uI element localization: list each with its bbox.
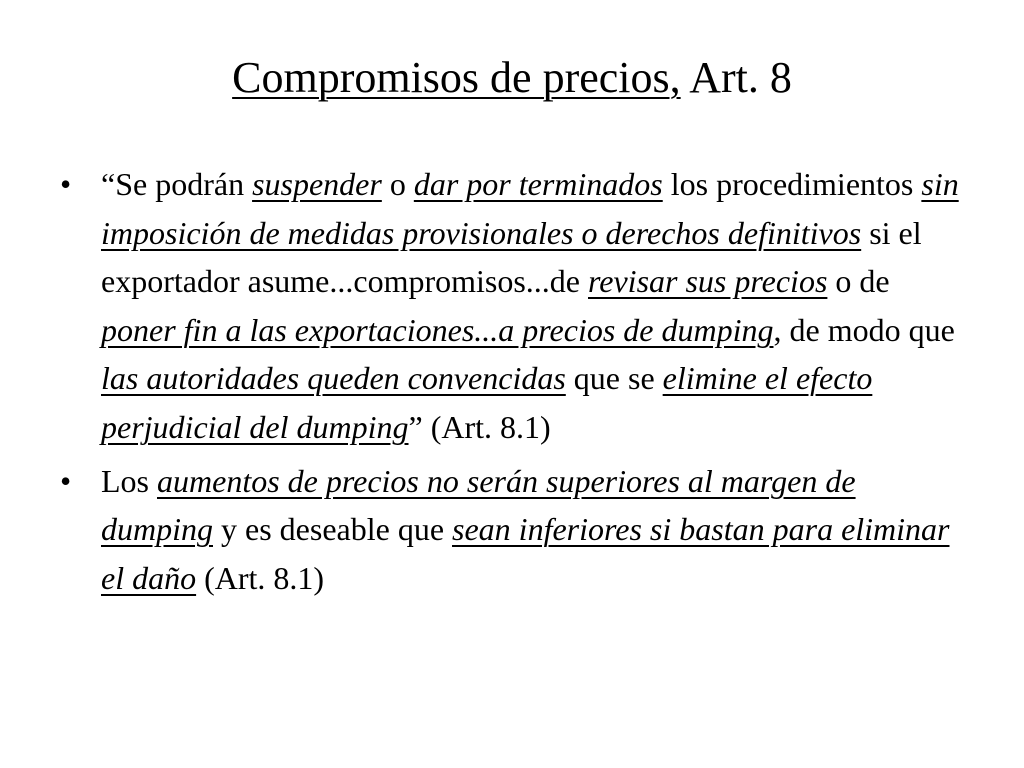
slide-title (0, 50, 1024, 106)
bullet-text (101, 166, 959, 445)
bullet-list (60, 160, 970, 607)
emphasis-text: suspender (252, 166, 382, 202)
bullet-text-part: Los (101, 462, 157, 499)
bullet-text-part: o (381, 166, 414, 202)
emphasis-text: revisar sus precios (588, 263, 828, 300)
bullet-text-part: “Se podrán (101, 166, 253, 202)
emphasis-text: sean inferiores si bastan para eliminar el daño (101, 511, 950, 596)
bullet-text-part: si el exportador asume...compromisos...de (101, 214, 922, 300)
bullet-marker: • (60, 166, 72, 202)
emphasis-text: poner fin a las exportaciones...a precios de dumping (101, 311, 774, 348)
bullet-text-part: (Art. 8.1) (196, 559, 325, 596)
bullet-text-part: que se (565, 360, 663, 397)
emphasis-text: las autoridades queden convencidas (101, 360, 566, 397)
bullet-text-part: o de (827, 263, 890, 300)
bullet-text (101, 463, 950, 596)
emphasis-text: elimine el efecto perjudicial del dumping (101, 360, 873, 445)
bullet-marker: • (60, 462, 72, 499)
slide-title-underlined: Compromisos de precios, (232, 53, 681, 102)
emphasis-text: sin imposición de medidas provisionales o derechos definitivos (101, 166, 959, 251)
bullet-text-part: y es deseable que (213, 511, 453, 548)
emphasis-text: aumentos de precios no serán superiores al margen de dumping (101, 462, 856, 548)
bullet-item-1 (60, 160, 970, 452)
slide-title-rest: Art. 8 (680, 53, 792, 102)
emphasis-text: dar por terminados (413, 166, 663, 202)
bullet-text-part: , de modo que (773, 311, 955, 348)
bullet-text-part: ” (Art. 8.1) (408, 408, 551, 445)
bullet-item-2 (60, 457, 970, 603)
bullet-text-part: los procedimientos (662, 166, 922, 202)
